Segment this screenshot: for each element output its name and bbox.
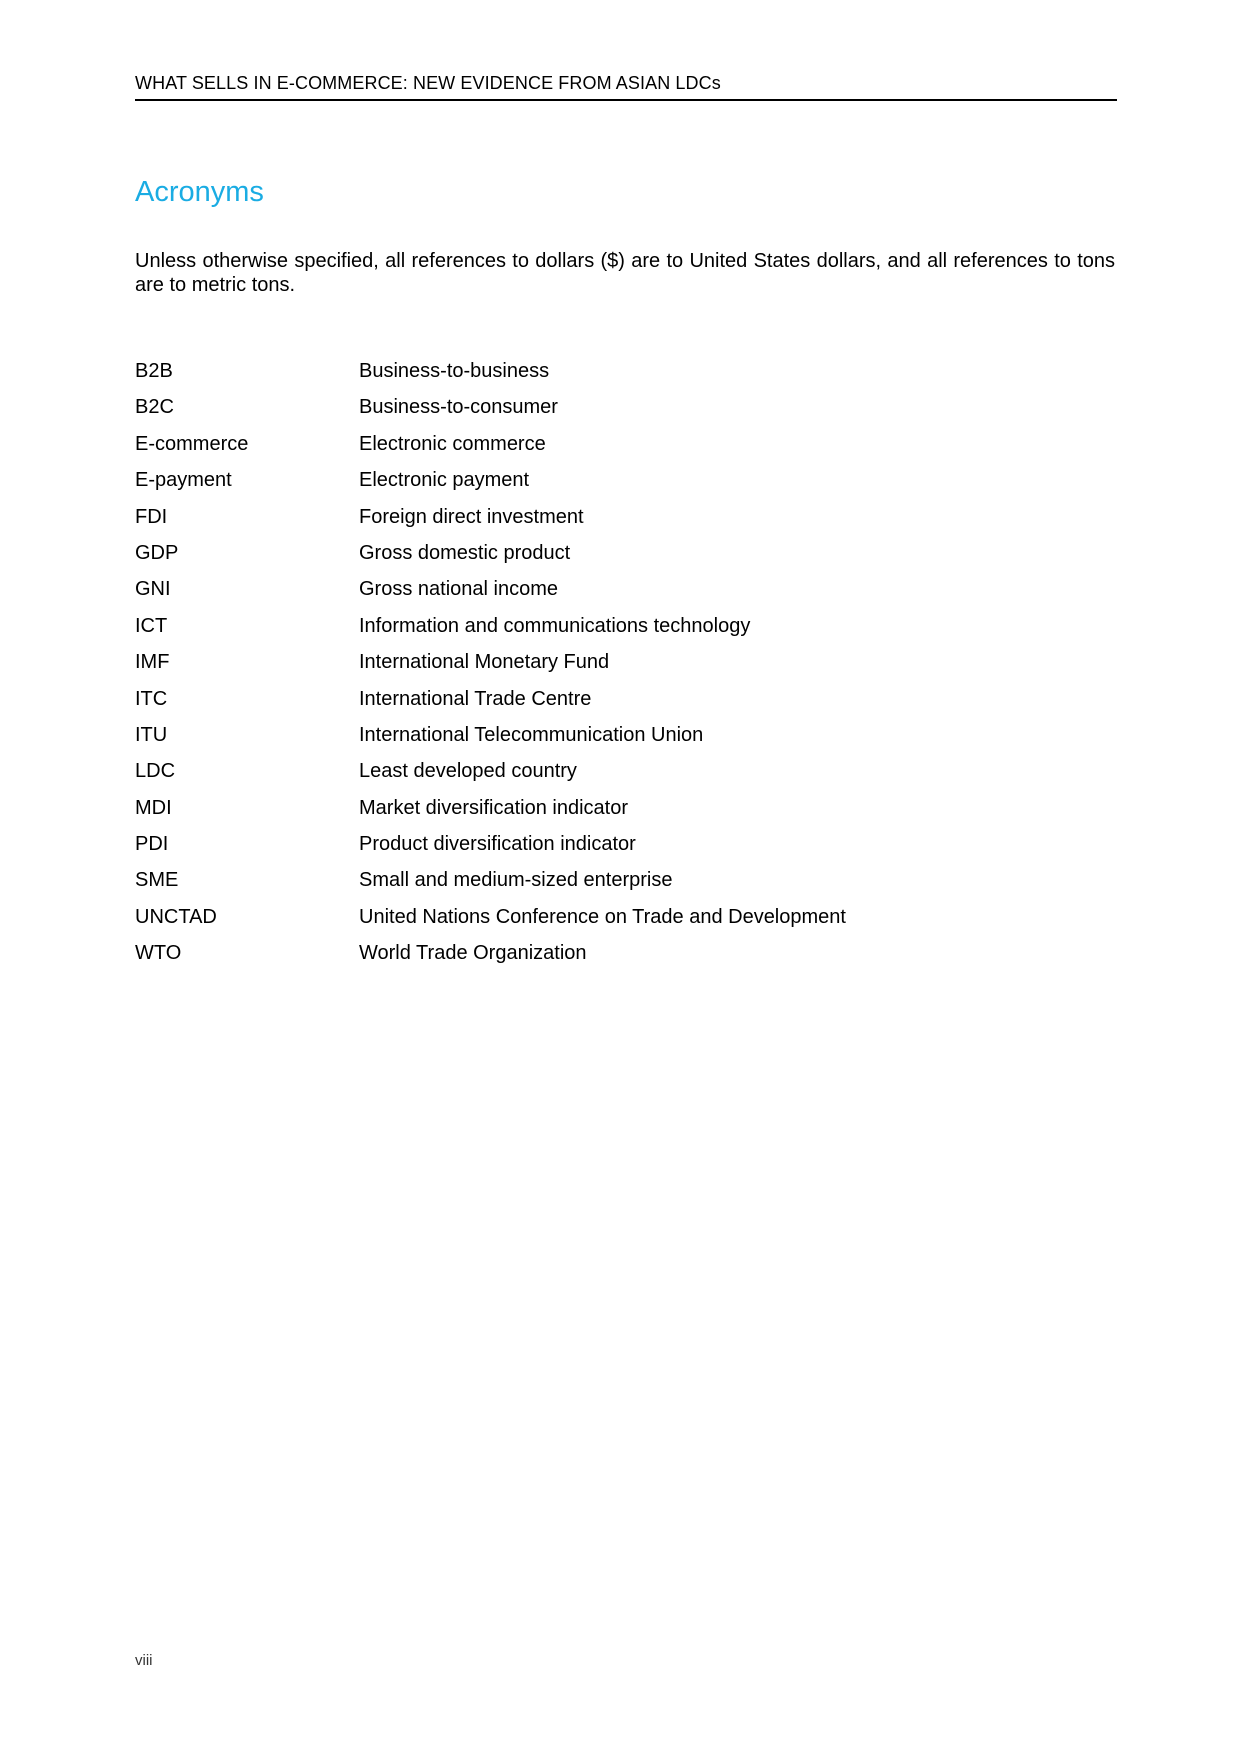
page-number: viii [135,1652,153,1669]
acronym-term: SME [135,869,179,892]
acronym-row [135,796,1115,832]
acronym-row [135,505,1115,541]
acronym-term: WTO [135,942,182,965]
acronym-definition: World Trade Organization [359,942,587,965]
acronym-definition: Least developed country [359,760,577,783]
acronym-definition: Gross national income [359,578,558,601]
acronym-definition: Electronic payment [359,469,530,492]
acronym-list [135,359,1115,978]
running-header: WHAT SELLS IN E-COMMERCE: NEW EVIDENCE FROM ASIAN LDCs [135,72,1117,101]
acronym-row [135,541,1115,577]
acronym-definition: Small and medium-sized enterprise [359,869,673,892]
acronym-term: GNI [135,578,171,601]
acronym-row [135,687,1115,723]
acronym-definition: International Monetary Fund [359,651,610,674]
section-title: Acronyms [135,176,264,208]
acronym-definition: Gross domestic product [359,541,571,564]
acronym-definition: International Telecommunication Union [359,723,704,746]
acronym-term: E-payment [135,469,232,492]
acronym-row [135,650,1115,686]
acronym-row [135,905,1115,941]
intro-paragraph: Unless otherwise specified, all references to dollars ($) are to United States dollars, and all references to tons are to metric tons. [135,250,1115,296]
acronym-term: UNCTAD [135,905,217,928]
acronym-definition: International Trade Centre [359,687,592,710]
acronym-row [135,432,1115,468]
acronym-term: FDI [135,505,168,528]
acronym-definition: Information and communications technology [359,614,751,637]
acronym-row [135,832,1115,868]
acronym-row [135,395,1115,431]
acronym-term: LDC [135,760,176,783]
acronym-definition: Business-to-consumer [359,396,558,419]
acronym-term: B2C [135,396,174,419]
acronym-row [135,577,1115,613]
acronym-row [135,359,1115,395]
acronym-definition: Business-to-business [359,360,550,382]
acronym-term: ITC [135,687,168,710]
acronym-term: GDP [135,541,179,564]
acronym-row [135,759,1115,795]
acronym-definition: Product diversification indicator [359,833,636,856]
acronym-row [135,614,1115,650]
acronym-row [135,868,1115,904]
acronym-row [135,941,1115,977]
acronym-term: ITU [135,723,168,746]
acronym-term: IMF [135,651,170,674]
acronym-term: PDI [135,833,169,856]
acronym-term: MDI [135,796,172,819]
acronym-term: B2B [135,360,173,382]
acronym-row [135,723,1115,759]
acronym-definition: Electronic commerce [359,432,546,455]
acronym-term: E-commerce [135,432,249,455]
acronym-row [135,468,1115,504]
acronym-definition: United Nations Conference on Trade and Development [359,905,846,928]
acronym-term: ICT [135,614,168,637]
acronym-definition: Foreign direct investment [359,505,584,528]
acronym-definition: Market diversification indicator [359,796,628,819]
